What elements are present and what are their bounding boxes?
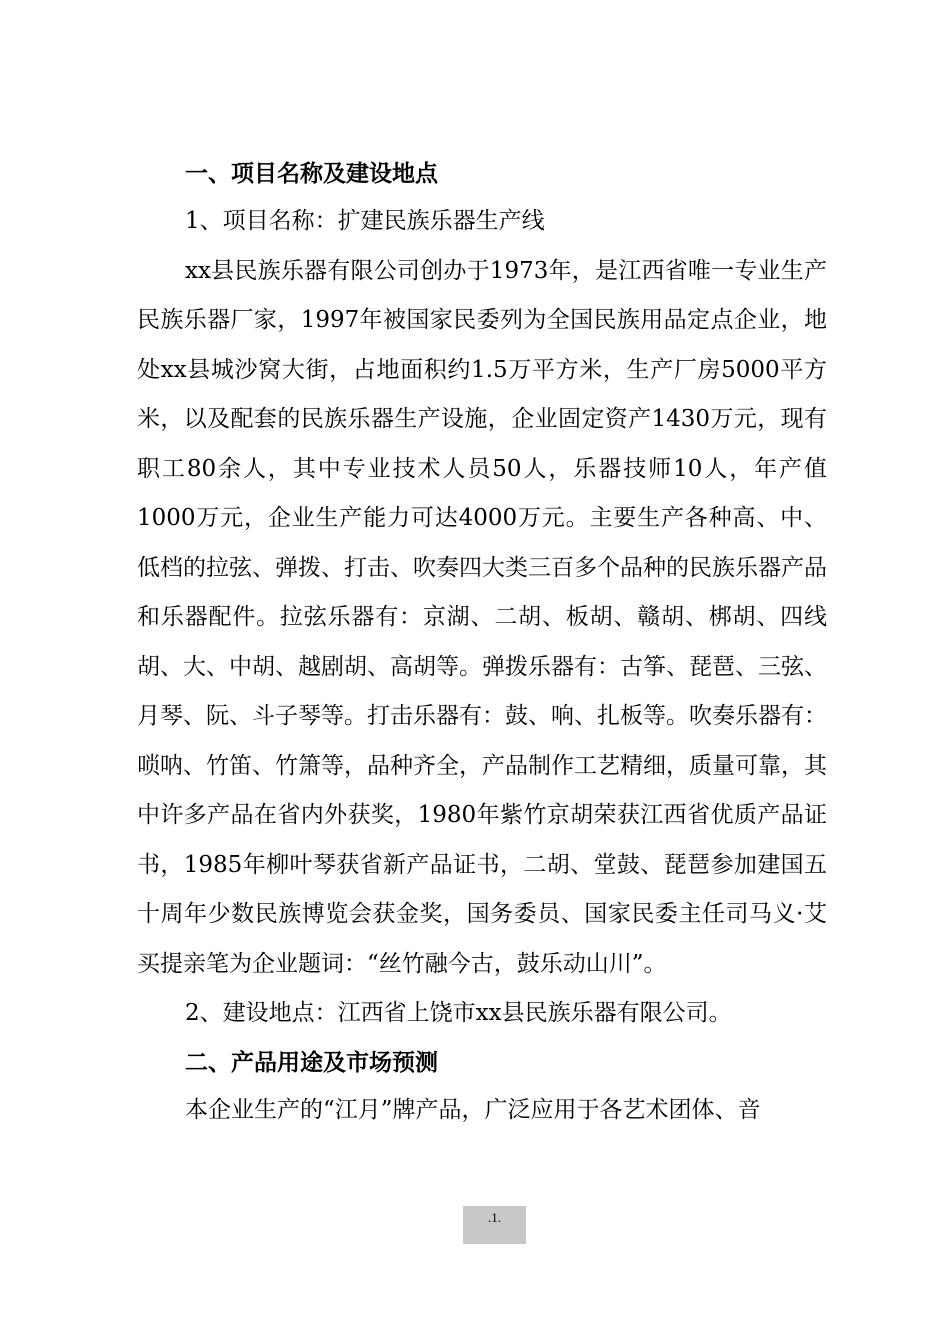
page-number-box [463, 1206, 526, 1244]
page-number: .1. [488, 1210, 501, 1225]
section-heading-2: 二、产品用途及市场预测 [185, 1048, 438, 1076]
project-name-item: 1、项目名称：扩建民族乐器生产线 [185, 208, 545, 234]
document-body [137, 150, 827, 1135]
company-description-paragraph: xx县民族乐器有限公司创办于1973年，是江西省唯一专业生产民族乐器厂家，1997年被国家民委列为全国民族用品定点企业，地处xx县城沙窝大街，占地面积约1.5万平方米，生产厂房5000平方米，以及配套的民族乐器生产设施，企业固定资产1430万元，现有职工80余人，其中专业技术人员50人，乐器技师10人，年产值1000万元，企业生产能力可达4000万元。主要生产各种高、中、低档的拉弦、弹拨、打击、吹奏四大类三百多个品种的民族乐器产品和乐器配件。拉弦乐器有：京湖、二胡、板胡、赣胡、梆胡、四线胡、大、中胡、越剧胡、高胡等。弹拨乐器有：古筝、琵琶、三弦、月琴、阮、斗子琴等。打击乐器有：鼓、响、扎板等。吹奏乐器有：唢呐、竹笛、竹箫等，品种齐全，产品制作工艺精细，质量可靠，其中许多产品在省内外获奖，1980年紫竹京胡荣获江西省优质产品证书，1985年柳叶琴获省新产品证书，二胡、堂鼓、琵琶参加建国五十周年少数民族博览会获金奖，国务委员、国家民委主任司马义·艾买提亲笔为企业题词：“丝竹融今古，鼓乐动山川”。 [137, 257, 827, 977]
construction-site-item: 2、建设地点：江西省上饶市xx县民族乐器有限公司。 [185, 1000, 732, 1026]
section-heading-1: 一、项目名称及建设地点 [185, 160, 438, 187]
product-usage-paragraph: 本企业生产的“江月”牌产品，广泛应用于各艺术团体、音 [185, 1096, 761, 1123]
